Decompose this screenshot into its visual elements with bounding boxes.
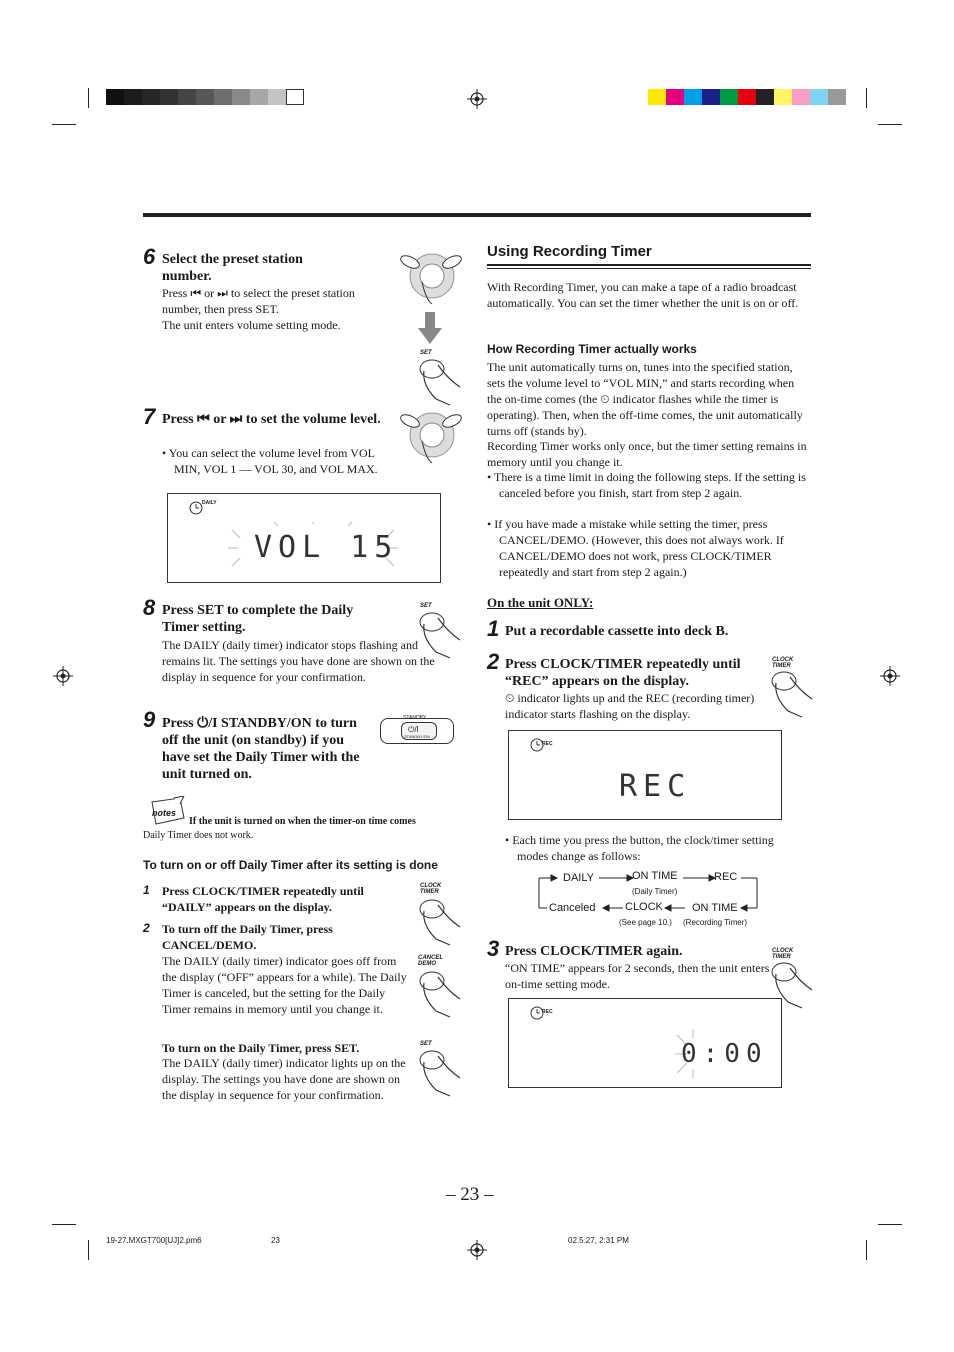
bullet-2: • If you have made a mistake while setting the timer, press CANCEL/DEMO. (However, this does not always work. If CANCEL/DEMO does not work, press CLOCK/TIMER repeatedly and start from step 2 again.) (487, 517, 784, 579)
onoff-item2-num: 2 (143, 921, 150, 935)
down-arrow-icon (418, 312, 442, 344)
step-7-bullet: • You can select the volume level from VOL MIN, VOL 1 — VOL 30, and VOL MAX. (162, 446, 378, 476)
finger-press-icon-c2 (416, 969, 464, 1019)
r-step-1-number: 1 (487, 616, 500, 641)
registration-target-right-icon (880, 666, 900, 686)
daily-indicator: DAILY (202, 500, 217, 506)
onoff-item3-title: To turn on the Daily Timer, press SET. (162, 1041, 360, 1055)
standby-label: STANDBY (403, 715, 427, 721)
notes-rest: Daily Timer does not work. (143, 830, 254, 841)
display-vol-text: VOL 15 (254, 530, 399, 565)
mode-rec-timer-note: (Recording Timer) (683, 918, 748, 927)
footer-file: 19-27.MXGT700[UJ]2.pm6 (106, 1236, 202, 1245)
r-step-3-title: Press CLOCK/TIMER again. (505, 944, 683, 959)
r-step-3-number: 3 (487, 936, 500, 961)
mode-clock: CLOCK (625, 901, 663, 913)
set-label-8: SET (420, 603, 432, 609)
how-body: The unit automatically turns on, tunes into the specified station, sets the volume level to “VOL MIN,” and starts recording when the on-time comes (the ⏲ indicator flashes while the timer is operating). Then, when the off-time comes, the unit automatically turns off (stands by). (487, 360, 803, 438)
step-9-title: Press ⏻/I STANDBY/ON to turn off the unit (on standby) if you have set the Daily Timer with the unit turned on. (162, 716, 360, 782)
step-7-number: 7 (143, 404, 156, 429)
power-icon: ⏻/I (408, 725, 419, 734)
how-heading: How Recording Timer actually works (487, 342, 697, 356)
cancel-demo-label: CANCEL DEMO (418, 955, 443, 967)
registration-target-left-icon (53, 666, 73, 686)
finger-press-icon-c1 (416, 897, 464, 947)
mode-on-time-2: ON TIME (692, 902, 738, 914)
finger-press-icon-r2 (768, 669, 816, 719)
registration-target-bottom-icon (467, 1240, 487, 1260)
mode-daily-timer-note: (Daily Timer) (632, 887, 678, 896)
r-step-2-title: Press CLOCK/TIMER repeatedly until “REC” appears on the display. (505, 657, 741, 689)
bullet-1: • There is a time limit in doing the following steps. If the setting is canceled before you finish, start from step 2 again. (487, 470, 806, 500)
standby-button-graphic (380, 718, 454, 744)
display-rec-text: REC (619, 769, 692, 804)
onoff-heading: To turn on or off Daily Timer after its setting is done (143, 858, 438, 872)
footer-date: 02.5.27, 2:31 PM (568, 1236, 629, 1245)
notes-bold: If the unit is turned on when the timer-on time comes (189, 816, 416, 827)
r-step-3-body: “ON TIME” appears for 2 seconds, then the unit enters on-time setting mode. (505, 961, 770, 991)
mode-rec: REC (714, 871, 738, 883)
finger-press-icon-8 (416, 610, 464, 660)
unit-only-label: On the unit ONLY: (487, 595, 594, 610)
r-step-2-number: 2 (487, 649, 500, 674)
mode-on-time-1: ON TIME (632, 870, 678, 882)
rec-indicator-3: REC (542, 1009, 553, 1015)
step-7-title: Press ⏮ or ⏭ to set the volume level. (162, 412, 381, 427)
r-step-1-title: Put a recordable cassette into deck B. (505, 624, 729, 639)
multi-control-dial-icon (394, 246, 464, 306)
clock-timer-label-r2: CLOCK TIMER (772, 657, 794, 669)
bullet-3: • Each time you press the button, the clock/timer setting modes change as follows: (505, 833, 774, 863)
step-8-body: The DAILY (daily timer) indicator stops flashing and remains lit. The settings you have done are shown on the display in sequence for your confirmation. (162, 638, 435, 684)
standby-on-button (401, 722, 437, 740)
rec-indicator: REC (542, 741, 553, 747)
right-heading: Using Recording Timer (487, 243, 652, 260)
how-body-2: Recording Timer works only once, but the timer setting remains in memory until you change it. (487, 439, 807, 469)
step-6-title: Select the preset station number. (162, 252, 303, 284)
display-on-time (508, 998, 782, 1088)
notes-label: notes (152, 808, 177, 818)
display-vol (167, 493, 441, 583)
page-number: – 23 – (446, 1184, 494, 1205)
mode-canceled: Canceled (549, 902, 596, 914)
heading-rule (487, 264, 811, 266)
clock-timer-label-r3: CLOCK TIMER (772, 948, 794, 960)
top-rule (143, 213, 811, 217)
onoff-item1-num: 1 (143, 883, 150, 897)
registration-target-top-icon (467, 89, 487, 109)
footer-page: 23 (271, 1236, 280, 1245)
step-6-body: Press ⏮ or ⏭ to select the preset station number, then press SET. The unit enters volume setting mode. (162, 286, 355, 332)
multi-control-dial-icon-2 (394, 405, 464, 465)
display-rec (508, 730, 782, 820)
display-on-time-text: 0:00 (681, 1039, 768, 1069)
finger-press-icon (416, 357, 464, 407)
clock-timer-label-1: CLOCK TIMER (420, 883, 442, 895)
onoff-item3-body: The DAILY (daily timer) indicator lights up on the display. The settings you have done are shown on the display in sequence for your confirmation. (162, 1056, 406, 1102)
standby-on-label: STANDBY/ON (404, 734, 430, 739)
onoff-item1: Press CLOCK/TIMER repeatedly until “DAILY” appears on the display. (162, 884, 364, 914)
step-8-title: Press SET to complete the Daily Timer setting. (162, 603, 354, 635)
step-6-number: 6 (143, 244, 156, 269)
finger-press-icon-c3 (416, 1048, 464, 1098)
set-label-6: SET (420, 350, 432, 356)
mode-see-page: (See page 10.) (619, 918, 672, 927)
intro-text: With Recording Timer, you can make a tape of a radio broadcast automatically. You can set the timer whether the unit is on or off. (487, 280, 799, 310)
onoff-item2-body: The DAILY (daily timer) indicator goes off from the display (“OFF” appears for a while). The Daily Timer is canceled, but the setting for the Daily Timer remains in memory until you change it. (162, 954, 407, 1016)
r-step-2-body: ⏲ indicator lights up and the REC (recording timer) indicator starts flashing on the display. (505, 691, 755, 721)
set-label-c3: SET (420, 1041, 432, 1047)
onoff-item2-title: To turn off the Daily Timer, press CANCEL/DEMO. (162, 922, 333, 952)
heading-rule-thin (487, 268, 811, 269)
mode-cycle-diagram (537, 868, 761, 928)
mode-daily: DAILY (563, 872, 594, 884)
step-8-number: 8 (143, 595, 156, 620)
step-9-number: 9 (143, 707, 156, 732)
